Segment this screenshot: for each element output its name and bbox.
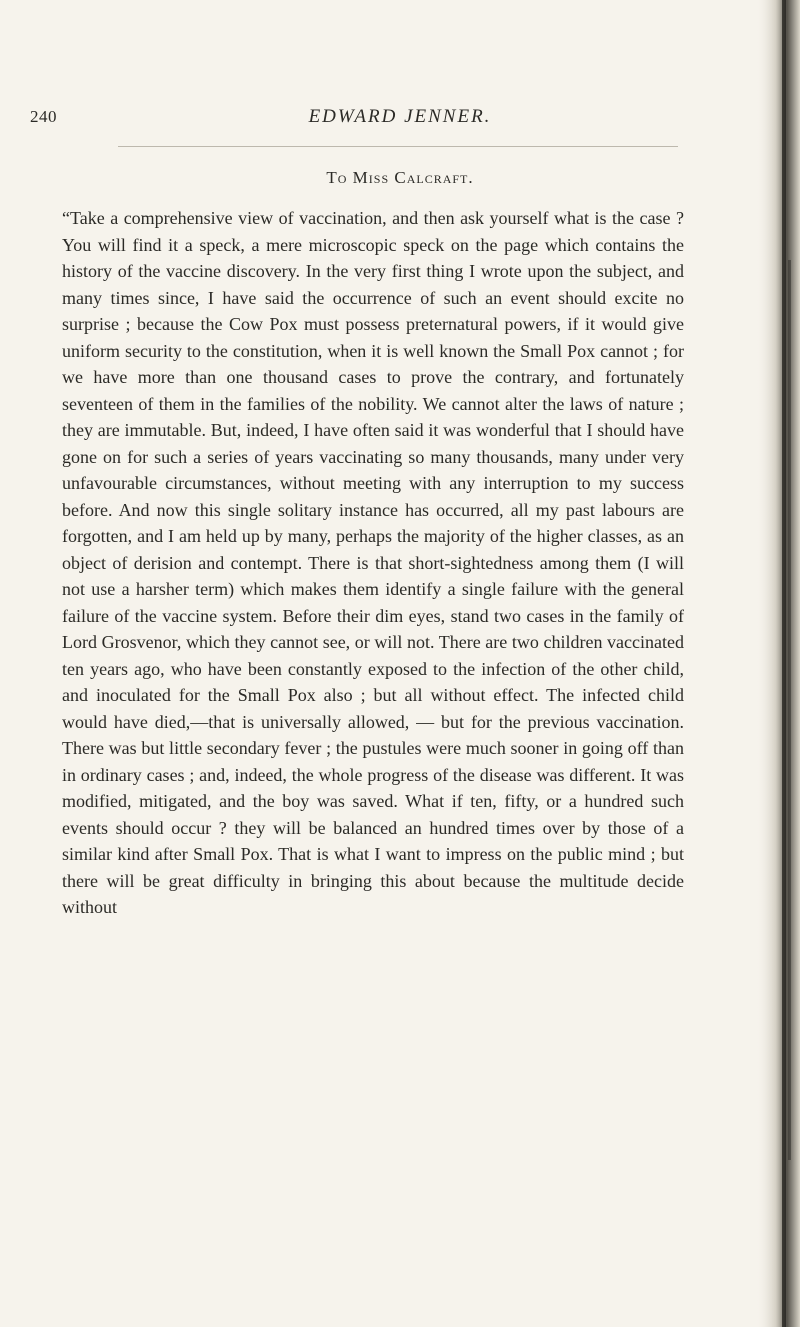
page-number: 240 [30,107,57,126]
body-text: “Take a comprehensive view of vaccination, and then ask yourself what is the case ? You will find it a speck, a mere microscopic speck on the page which contains the history of the vaccine discovery. In the very first thing I wrote upon the subject, and many times since, I have said the occurrence of such an event should excite no surprise ; because the Cow Pox must possess preternatural powers, if it would give uniform security to the constitution, when it is well known the Small Pox cannot ; for we have more than one thousand cases to prove the contrary, and fortunately seventeen of them in the families of the nobility. We cannot alter the laws of nature ; they are immutable. But, indeed, I have often said it was wonderful that I should have gone on for such a series of years vaccinating so many thousands, many under very unfavourable circumstances, without meeting with any interruption to my success before. And now this single solitary instance has occurred, all my past labours are forgotten, and I am held up by many, perhaps the majority of the higher classes, as an object of derision and contempt. There is that short-sightedness among them (I will not use a harsher term) which makes them identify a single failure with the general failure of the vaccine system. Before their dim eyes, stand two cases in the family of Lord Grosvenor, which they cannot see, or will not. There are two children vaccinated ten years ago, who have been constantly exposed to the infection of the other child, and inoculated for the Small Pox also ; but all without effect. The infected child would have died,—that is universally allowed, — but for the previous vaccination. There was but little secondary fever ; the pustules were much sooner in going off than in ordinary cases ; and, indeed, the whole progress of the disease was different. It was modified, mitigated, and the boy was saved. What if ten, fifty, or a hundred such events should occur ? they will be balanced an hundred times over by those of a similar kind after Small Pox. That is what I want to impress on the public mind ; but there will be great difficulty in bringing this about because the multitude decide without [62,208,684,917]
section-heading: To Miss Calcraft. [326,168,474,187]
running-head: EDWARD JENNER. [308,106,492,127]
header-rule [118,146,678,147]
binding-shadow [756,0,800,1327]
